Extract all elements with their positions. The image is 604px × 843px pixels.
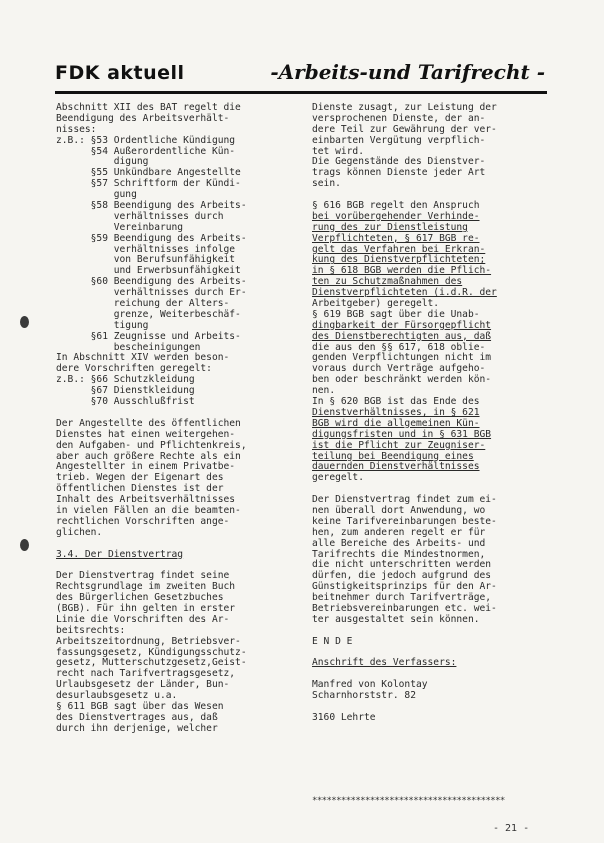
text-line: bei vorübergehender Verhinde-: [312, 210, 480, 222]
text-line: den Aufgaben- und Pflichtenkreis,: [56, 439, 247, 451]
text-line: bescheinigungen: [56, 341, 201, 353]
text-line: §61 Zeugnisse und Arbeits-: [56, 330, 241, 342]
text-line: in vielen Fällen an die beamten-: [56, 504, 241, 516]
text-line: E N D E: [312, 635, 353, 647]
text-line: einbarten Vergütung verpflich-: [312, 134, 486, 146]
text-line: Günstigkeitsprinzips für den Ar-: [312, 581, 497, 593]
text-line: nisses:: [56, 123, 97, 135]
text-line: grenze, Weiterbeschäf-: [56, 308, 241, 320]
text-line: Linie die Vorschriften des Ar-: [56, 613, 230, 625]
text-line: Rechtsgrundlage im zweiten Buch: [56, 581, 236, 593]
text-line: Der Dienstvertrag findet seine: [56, 570, 230, 582]
text-line: § 611 BGB sagt über das Wesen: [56, 700, 224, 712]
text-line: ten zu Schutzmaßnahmen des: [312, 276, 463, 288]
text-line: des Dienstvertrages aus, daß: [56, 711, 218, 723]
text-line: Betriebsvereinbarungen etc. wei-: [312, 602, 497, 614]
right-column: [312, 103, 538, 724]
text-line: Manfred von Kolontay: [312, 679, 428, 691]
text-line: §60 Beendigung des Arbeits-: [56, 276, 247, 288]
text-line: §57 Schriftform der Kündi-: [56, 178, 241, 190]
page-number: - 21 -: [493, 823, 530, 834]
text-line: Dienste zusagt, zur Leistung der: [312, 102, 497, 113]
text-line: teilung bei Beendigung eines: [312, 450, 474, 462]
text-line: die aus den §§ 617, 618 oblie-: [312, 341, 486, 353]
text-line: digung: [56, 156, 149, 168]
text-line: gelt das Verfahren bei Erkran-: [312, 243, 486, 255]
text-line: beitnehmer durch Tarifverträge,: [312, 592, 492, 604]
text-line: Arbeitgeber) geregelt.: [312, 298, 440, 310]
text-line: aber auch größere Rechte als ein: [56, 450, 241, 462]
punch-hole: [20, 316, 29, 328]
text-line: trieb. Wegen der Eigenart des: [56, 472, 224, 484]
header-rule: [55, 91, 547, 94]
text-line: Inhalt des Arbeitsverhältnisses: [56, 494, 236, 506]
text-line: dere Teil zur Gewährung der ver-: [312, 123, 497, 135]
text-line: gesetz, Mutterschutzgesetz,Geist-: [56, 657, 247, 669]
text-line: In § 620 BGB ist das Ende des: [312, 396, 480, 408]
magazine-title: FDK aktuell: [55, 62, 185, 84]
text-line: Dienstverpflichteten (i.d.R. der: [312, 287, 497, 299]
text-line: Scharnhorststr. 82: [312, 690, 416, 702]
text-line: nen überall dort Anwendung, wo: [312, 504, 486, 516]
text-line: die nicht unterschritten werden: [312, 559, 492, 571]
text-line: digungsfristen und in § 631 BGB: [312, 428, 492, 440]
text-line: gung: [56, 189, 137, 201]
text-line: Anschrift des Verfassers:: [312, 657, 457, 669]
section-title: -Arbeits-und Tarifrecht -: [270, 60, 545, 84]
text-line: ben oder beschränkt werden kön-: [312, 374, 492, 386]
text-line: z.B.: §53 Ordentliche Kündigung: [56, 134, 236, 146]
page-header: [55, 62, 545, 92]
text-line: §67 Dienstkleidung: [56, 385, 195, 397]
text-line: trags können Dienste jeder Art: [312, 167, 486, 179]
text-line: dere Vorschriften geregelt:: [56, 363, 212, 375]
text-line: nen.: [312, 385, 336, 397]
punch-hole: [20, 539, 29, 551]
text-line: glichen.: [56, 526, 103, 538]
text-line: beitsrechts:: [56, 624, 126, 636]
left-column: [56, 103, 302, 735]
text-line: rung des zur Dienstleistung: [312, 221, 468, 233]
text-line: §58 Beendigung des Arbeits-: [56, 200, 247, 212]
text-line: dauernden Dienstverhältnisses: [312, 461, 480, 473]
text-line: fassungsgesetz, Kündigungsschutz-: [56, 646, 247, 658]
text-line: kung des Dienstverpflichteten;: [312, 254, 486, 266]
text-line: Vereinbarung: [56, 221, 184, 233]
text-line: 3160 Lehrte: [312, 711, 376, 723]
text-line: tet wird.: [312, 145, 364, 157]
text-line: Beendigung des Arbeitsverhält-: [56, 112, 230, 124]
text-line: Verpflichteten, § 617 BGB re-: [312, 232, 480, 244]
text-line: § 619 BGB sagt über die Unab-: [312, 308, 480, 320]
text-line: dingbarkeit der Fürsorgepflicht: [312, 319, 492, 331]
text-line: [312, 626, 538, 637]
text-line: In Abschnitt XIV werden beson-: [56, 352, 230, 364]
text-line: verhältnisses durch: [56, 210, 224, 222]
text-line: reichung der Alters-: [56, 298, 230, 310]
text-line: dürfen, die jedoch aufgrund des: [312, 570, 492, 582]
text-line: ter ausgestaltet sein können.: [312, 613, 480, 625]
text-line: Die Gegenstände des Dienstver-: [312, 156, 486, 168]
text-line: Arbeitszeitordnung, Betriebsver-: [56, 635, 241, 647]
text-line: verhältnisses infolge: [56, 243, 236, 255]
text-line: Urlaubsgesetz der Länder, Bun-: [56, 679, 230, 691]
text-line: und Erwerbsunfähigkeit: [56, 265, 241, 277]
text-line: genden Verpflichtungen nicht im: [312, 352, 492, 364]
text-line: Angestellter in einem Privatbe-: [56, 461, 236, 473]
text-line: keine Tarifvereinbarungen beste-: [312, 515, 497, 527]
text-line: alle Bereiche des Arbeits- und: [312, 537, 486, 549]
text-line: § 616 BGB regelt den Anspruch: [312, 200, 480, 212]
text-line: z.B.: §66 Schutzkleidung: [56, 374, 195, 386]
text-line: Der Angestellte des öffentlichen: [56, 417, 241, 429]
text-line: [56, 539, 302, 550]
text-line: sein.: [312, 178, 341, 190]
text-line: 3.4. Der Dienstvertrag: [56, 548, 184, 560]
text-line: §55 Unkündbare Angestellte: [56, 167, 241, 179]
text-line: öffentlichen Dienstes ist der: [56, 483, 224, 495]
text-line: verhältnisses durch Er-: [56, 287, 247, 299]
text-line: ist die Pflicht zur Zeugniser-: [312, 439, 486, 451]
text-line: desurlaubsgesetz u.a.: [56, 690, 178, 702]
text-line: versprochenen Dienste, der an-: [312, 112, 486, 124]
text-line: §59 Beendigung des Arbeits-: [56, 232, 247, 244]
text-line: Dienstverhältnisses, in § 621: [312, 406, 480, 418]
text-line: Abschnitt XII des BAT regelt die: [56, 102, 241, 113]
text-line: (BGB). Für ihn gelten in erster: [56, 602, 236, 614]
text-line: tigung: [56, 319, 149, 331]
text-line: hen, zum anderen regelt er für: [312, 526, 486, 538]
text-line: des Dienstberechtigten aus, daß: [312, 330, 492, 342]
text-line: durch ihn derjenige, welcher: [56, 722, 218, 734]
text-line: Der Dienstvertrag findet zum ei-: [312, 494, 497, 506]
text-line: Tarifrechts die Mindestnormen,: [312, 548, 486, 560]
text-line: voraus durch Verträge aufgeho-: [312, 363, 486, 375]
text-line: §70 Ausschlußfrist: [56, 396, 195, 408]
text-line: rechtlichen Vorschriften ange-: [56, 515, 230, 527]
text-line: von Berufsunfähigkeit: [56, 254, 236, 266]
text-line: geregelt.: [312, 472, 364, 484]
footer-stars: ****************************************: [312, 796, 505, 806]
text-line: BGB wird die allgemeinen Kün-: [312, 417, 480, 429]
text-line: Dienstes hat einen weitergehen-: [56, 428, 236, 440]
text-line: in § 618 BGB werden die Pflich-: [312, 265, 492, 277]
text-line: des Bürgerlichen Gesetzbuches: [56, 592, 224, 604]
text-line: recht nach Tarifvertragsgesetz,: [56, 668, 236, 680]
text-line: §54 Außerordentliche Kün-: [56, 145, 236, 157]
